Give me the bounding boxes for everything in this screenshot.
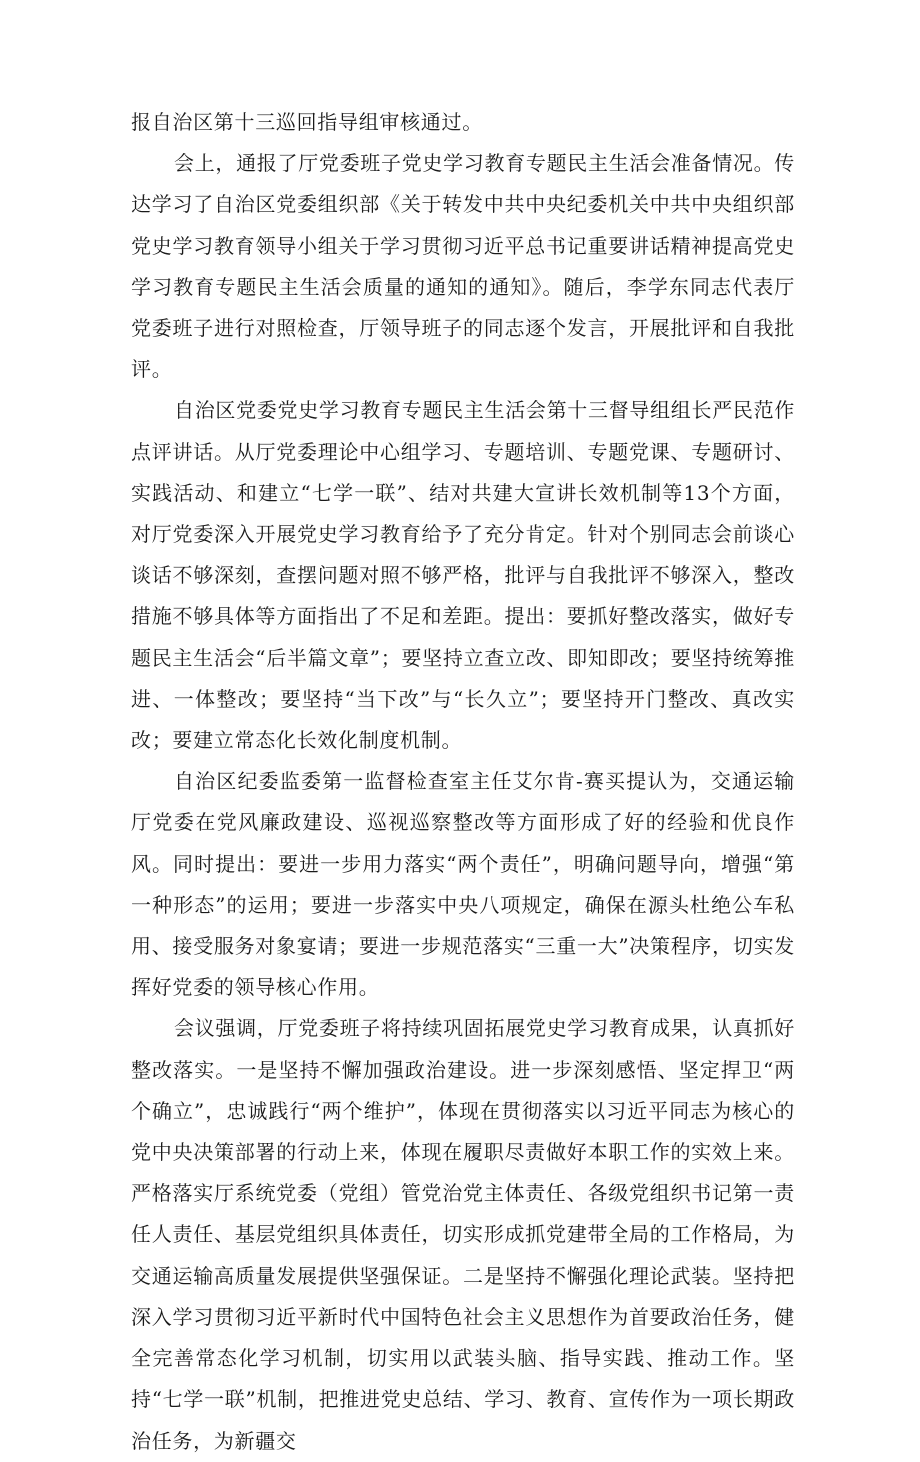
paragraph-continuation: 报自治区第十三巡回指导组审核通过。 bbox=[131, 110, 483, 134]
paragraph-supervisor-comments: 自治区党委党史学习教育专题民主生活会第十三督导组组长严民范作点评讲话。从厅党委理论中心组学习、专题培训、专题党课、专题研讨、实践活动、和建立“七学一联”、结对共建大宣讲长效机制等13个方面，对厅党委深入开展党史学习教育给予了充分肯定。针对个别同志会前谈心谈话不够深刻，查摆问题对照不够严格，批评与自我批评不够深入，整改措施不够具体等方面指出了不足和差距。提出：要抓好整改落实，做好专题民主生活会“后半篇文章”；要坚持立查立改、即知即改；要坚持统筹推进、一体整改；要坚持“当下改”与“长久立”；要坚持开门整改、真改实改；要建立常态化长效化制度机制。 bbox=[131, 398, 795, 753]
paragraph-meeting-emphasis: 会议强调，厅党委班子将持续巩固拓展党史学习教育成果，认真抓好整改落实。一是坚持不懈加强政治建设。进一步深刻感悟、坚定捍卫“两个确立”，忠诚践行“两个维护”，体现在贯彻落实以习近平同志为核心的党中央决策部署的行动上来，体现在履职尽责做好本职工作的实效上来。严格落实厅系统党委（党组）管党治党主体责任、各级党组织书记第一责任人责任、基层党组织具体责任，切实形成抓党建带全局的工作格局，为交通运输高质量发展提供坚强保证。二是坚持不懈强化理论武装。坚持把深入学习贯彻习近平新时代中国特色社会主义思想作为首要政治任务，健全完善常态化学习机制，切实用以武装头脑、指导实践、推动工作。坚持“七学一联”机制，把推进党史总结、学习、教育、宣传作为一项长期政治任务，为新疆交 bbox=[131, 1016, 795, 1453]
paragraph-meeting-report: 会上，通报了厅党委班子党史学习教育专题民主生活会准备情况。传达学习了自治区党委组织部《关于转发中共中央纪委机关中共中央组织部党史学习教育领导小组关于学习贯彻习近平总书记重要讲话精神提高党史学习教育专题民主生活会质量的通知的通知》。随后，李学东同志代表厅党委班子进行对照检查，厅领导班子的同志逐个发言，开展批评和自我批评。 bbox=[131, 151, 795, 382]
paragraph-discipline-inspection: 自治区纪委监委第一监督检查室主任艾尔肯-赛买提认为，交通运输厅党委在党风廉政建设、巡视巡察整改等方面形成了好的经验和优良作风。同时提出：要进一步用力落实“两个责任”，明确问题导向，增强“第一种形态”的运用；要进一步落实中央八项规定，确保在源头杜绝公车私用、接受服务对象宴请；要进一步规范落实“三重一大”决策程序，切实发挥好党委的领导核心作用。 bbox=[131, 769, 795, 1000]
document-body bbox=[131, 102, 795, 1462]
